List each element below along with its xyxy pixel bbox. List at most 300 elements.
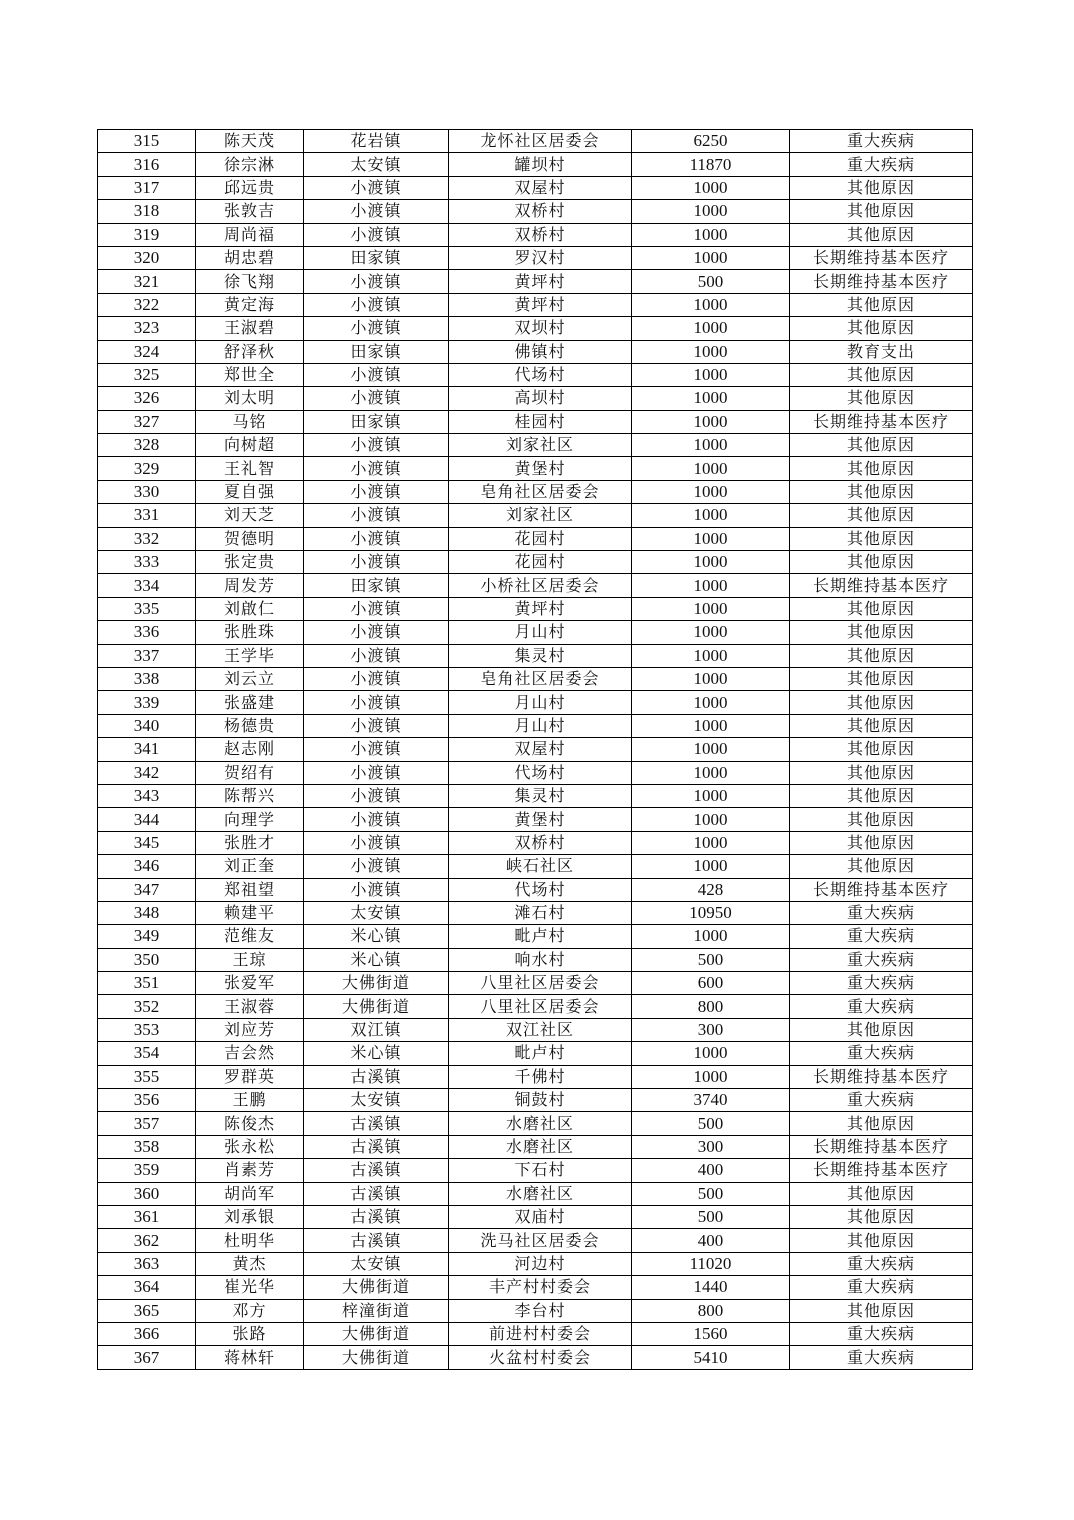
cell-reason: 其他原因 (790, 1112, 973, 1135)
cell-town: 古溪镇 (304, 1159, 449, 1182)
cell-village: 李台村 (449, 1299, 632, 1322)
cell-village: 双屋村 (449, 738, 632, 761)
cell-reason: 其他原因 (790, 434, 973, 457)
cell-reason: 其他原因 (790, 387, 973, 410)
cell-name: 徐宗淋 (196, 153, 304, 176)
cell-town: 田家镇 (304, 246, 449, 269)
table-row (98, 340, 973, 363)
cell-town: 小渡镇 (304, 200, 449, 223)
cell-amount: 1000 (632, 363, 790, 386)
cell-reason: 其他原因 (790, 644, 973, 667)
cell-reason: 其他原因 (790, 621, 973, 644)
cell-reason: 其他原因 (790, 1205, 973, 1228)
cell-serial-number: 362 (98, 1229, 196, 1252)
cell-name: 蒋林轩 (196, 1346, 304, 1369)
cell-name: 陈俊杰 (196, 1112, 304, 1135)
cell-town: 小渡镇 (304, 597, 449, 620)
cell-name: 王学毕 (196, 644, 304, 667)
cell-amount: 1000 (632, 410, 790, 433)
cell-amount: 6250 (632, 130, 790, 153)
cell-reason: 其他原因 (790, 176, 973, 199)
cell-serial-number: 349 (98, 925, 196, 948)
cell-serial-number: 356 (98, 1089, 196, 1112)
cell-amount: 400 (632, 1229, 790, 1252)
cell-amount: 1000 (632, 317, 790, 340)
cell-amount: 1000 (632, 551, 790, 574)
cell-name: 黄杰 (196, 1252, 304, 1275)
cell-reason: 其他原因 (790, 1182, 973, 1205)
cell-name: 张敦吉 (196, 200, 304, 223)
cell-town: 古溪镇 (304, 1182, 449, 1205)
cell-reason: 其他原因 (790, 527, 973, 550)
cell-serial-number: 335 (98, 597, 196, 620)
cell-name: 张盛建 (196, 691, 304, 714)
cell-serial-number: 316 (98, 153, 196, 176)
cell-name: 胡忠碧 (196, 246, 304, 269)
table-row (98, 972, 973, 995)
cell-serial-number: 327 (98, 410, 196, 433)
table-row (98, 574, 973, 597)
table-row (98, 480, 973, 503)
table-row (98, 457, 973, 480)
cell-serial-number: 325 (98, 363, 196, 386)
cell-village: 月山村 (449, 621, 632, 644)
cell-village: 罗汉村 (449, 246, 632, 269)
cell-name: 张胜珠 (196, 621, 304, 644)
table-row (98, 1182, 973, 1205)
cell-village: 双江社区 (449, 1018, 632, 1041)
cell-town: 小渡镇 (304, 878, 449, 901)
cell-serial-number: 359 (98, 1159, 196, 1182)
table-row (98, 995, 973, 1018)
cell-amount: 1000 (632, 223, 790, 246)
cell-name: 杨德贵 (196, 714, 304, 737)
cell-town: 米心镇 (304, 925, 449, 948)
cell-serial-number: 355 (98, 1065, 196, 1088)
cell-name: 张爱军 (196, 972, 304, 995)
cell-reason: 其他原因 (790, 831, 973, 854)
cell-town: 太安镇 (304, 1089, 449, 1112)
cell-amount: 1560 (632, 1322, 790, 1345)
cell-reason: 重大疾病 (790, 153, 973, 176)
cell-serial-number: 320 (98, 246, 196, 269)
cell-town: 大佛街道 (304, 1346, 449, 1369)
cell-reason: 长期维持基本医疗 (790, 1159, 973, 1182)
cell-town: 大佛街道 (304, 995, 449, 1018)
cell-village: 高坝村 (449, 387, 632, 410)
cell-amount: 1000 (632, 246, 790, 269)
cell-town: 小渡镇 (304, 855, 449, 878)
cell-serial-number: 344 (98, 808, 196, 831)
cell-reason: 长期维持基本医疗 (790, 574, 973, 597)
cell-amount: 500 (632, 948, 790, 971)
cell-village: 集灵村 (449, 784, 632, 807)
cell-amount: 1000 (632, 714, 790, 737)
cell-name: 刘云立 (196, 667, 304, 690)
cell-name: 郑祖望 (196, 878, 304, 901)
cell-amount: 11870 (632, 153, 790, 176)
cell-reason: 其他原因 (790, 1299, 973, 1322)
cell-town: 小渡镇 (304, 738, 449, 761)
table-row (98, 1042, 973, 1065)
table-row (98, 1159, 973, 1182)
table-row (98, 784, 973, 807)
cell-village: 黄堡村 (449, 808, 632, 831)
cell-reason: 重大疾病 (790, 1042, 973, 1065)
cell-name: 贺绍有 (196, 761, 304, 784)
cell-name: 邱远贵 (196, 176, 304, 199)
roster-body (98, 130, 973, 1370)
cell-serial-number: 321 (98, 270, 196, 293)
cell-name: 张胜才 (196, 831, 304, 854)
cell-serial-number: 329 (98, 457, 196, 480)
cell-name: 刘应芳 (196, 1018, 304, 1041)
cell-name: 夏自强 (196, 480, 304, 503)
cell-town: 田家镇 (304, 340, 449, 363)
cell-amount: 1000 (632, 1042, 790, 1065)
cell-village: 双桥村 (449, 223, 632, 246)
table-row (98, 925, 973, 948)
table-row (98, 200, 973, 223)
cell-village: 双坝村 (449, 317, 632, 340)
cell-name: 刘太明 (196, 387, 304, 410)
cell-village: 双桥村 (449, 200, 632, 223)
table-row (98, 761, 973, 784)
cell-serial-number: 332 (98, 527, 196, 550)
cell-amount: 400 (632, 1159, 790, 1182)
cell-serial-number: 357 (98, 1112, 196, 1135)
table-row (98, 621, 973, 644)
cell-village: 毗卢村 (449, 925, 632, 948)
table-row (98, 1112, 973, 1135)
cell-amount: 1000 (632, 504, 790, 527)
cell-amount: 800 (632, 1299, 790, 1322)
cell-name: 王鹏 (196, 1089, 304, 1112)
cell-town: 小渡镇 (304, 504, 449, 527)
cell-serial-number: 340 (98, 714, 196, 737)
cell-reason: 重大疾病 (790, 901, 973, 924)
cell-town: 花岩镇 (304, 130, 449, 153)
cell-reason: 其他原因 (790, 855, 973, 878)
cell-reason: 其他原因 (790, 691, 973, 714)
cell-serial-number: 315 (98, 130, 196, 153)
cell-town: 小渡镇 (304, 644, 449, 667)
cell-serial-number: 366 (98, 1322, 196, 1345)
cell-name: 王琼 (196, 948, 304, 971)
table-row (98, 808, 973, 831)
cell-village: 千佛村 (449, 1065, 632, 1088)
cell-town: 小渡镇 (304, 480, 449, 503)
cell-town: 小渡镇 (304, 363, 449, 386)
cell-town: 小渡镇 (304, 176, 449, 199)
table-row (98, 410, 973, 433)
cell-amount: 1000 (632, 621, 790, 644)
cell-name: 胡尚军 (196, 1182, 304, 1205)
cell-village: 黄坪村 (449, 597, 632, 620)
cell-town: 太安镇 (304, 901, 449, 924)
cell-serial-number: 331 (98, 504, 196, 527)
table-row (98, 667, 973, 690)
cell-town: 小渡镇 (304, 293, 449, 316)
cell-reason: 其他原因 (790, 551, 973, 574)
table-row (98, 317, 973, 340)
cell-reason: 其他原因 (790, 808, 973, 831)
cell-amount: 1000 (632, 1065, 790, 1088)
cell-name: 张路 (196, 1322, 304, 1345)
cell-amount: 3740 (632, 1089, 790, 1112)
cell-serial-number: 323 (98, 317, 196, 340)
cell-amount: 500 (632, 1112, 790, 1135)
cell-serial-number: 334 (98, 574, 196, 597)
cell-village: 黄坪村 (449, 293, 632, 316)
cell-reason: 重大疾病 (790, 948, 973, 971)
table-row (98, 831, 973, 854)
cell-amount: 1000 (632, 200, 790, 223)
cell-reason: 重大疾病 (790, 1089, 973, 1112)
cell-village: 毗卢村 (449, 1042, 632, 1065)
table-row (98, 293, 973, 316)
cell-name: 范维友 (196, 925, 304, 948)
cell-town: 田家镇 (304, 410, 449, 433)
cell-amount: 1000 (632, 784, 790, 807)
cell-village: 前进村村委会 (449, 1322, 632, 1345)
cell-village: 佛镇村 (449, 340, 632, 363)
cell-amount: 1000 (632, 855, 790, 878)
cell-amount: 1000 (632, 808, 790, 831)
table-row (98, 1322, 973, 1345)
cell-town: 太安镇 (304, 153, 449, 176)
cell-amount: 800 (632, 995, 790, 1018)
cell-amount: 500 (632, 1205, 790, 1228)
cell-town: 米心镇 (304, 948, 449, 971)
cell-village: 铜鼓村 (449, 1089, 632, 1112)
cell-village: 月山村 (449, 691, 632, 714)
cell-town: 大佛街道 (304, 972, 449, 995)
cell-name: 刘啟仁 (196, 597, 304, 620)
table-row (98, 1276, 973, 1299)
table-row (98, 527, 973, 550)
cell-town: 小渡镇 (304, 808, 449, 831)
cell-amount: 1000 (632, 574, 790, 597)
cell-amount: 1000 (632, 597, 790, 620)
cell-reason: 其他原因 (790, 1229, 973, 1252)
cell-reason: 其他原因 (790, 597, 973, 620)
table-row (98, 551, 973, 574)
cell-town: 古溪镇 (304, 1112, 449, 1135)
cell-amount: 1000 (632, 831, 790, 854)
cell-amount: 500 (632, 270, 790, 293)
cell-name: 刘正奎 (196, 855, 304, 878)
cell-reason: 长期维持基本医疗 (790, 1135, 973, 1158)
cell-village: 丰产村村委会 (449, 1276, 632, 1299)
cell-serial-number: 328 (98, 434, 196, 457)
cell-village: 黄坪村 (449, 270, 632, 293)
cell-town: 小渡镇 (304, 691, 449, 714)
cell-town: 古溪镇 (304, 1065, 449, 1088)
cell-amount: 11020 (632, 1252, 790, 1275)
table-row (98, 1229, 973, 1252)
cell-village: 峡石社区 (449, 855, 632, 878)
cell-reason: 其他原因 (790, 480, 973, 503)
cell-town: 小渡镇 (304, 270, 449, 293)
cell-name: 刘承银 (196, 1205, 304, 1228)
cell-serial-number: 317 (98, 176, 196, 199)
cell-name: 舒泽秋 (196, 340, 304, 363)
table-row (98, 1089, 973, 1112)
cell-name: 吉会然 (196, 1042, 304, 1065)
cell-village: 水磨社区 (449, 1135, 632, 1158)
table-row (98, 714, 973, 737)
cell-village: 花园村 (449, 527, 632, 550)
cell-reason: 其他原因 (790, 761, 973, 784)
table-row (98, 130, 973, 153)
table-row (98, 434, 973, 457)
cell-serial-number: 364 (98, 1276, 196, 1299)
cell-village: 双桥村 (449, 831, 632, 854)
table-row (98, 1346, 973, 1369)
cell-town: 小渡镇 (304, 434, 449, 457)
cell-village: 滩石村 (449, 901, 632, 924)
table-row (98, 948, 973, 971)
cell-reason: 其他原因 (790, 667, 973, 690)
table-row (98, 878, 973, 901)
cell-town: 小渡镇 (304, 457, 449, 480)
cell-serial-number: 337 (98, 644, 196, 667)
cell-name: 马铭 (196, 410, 304, 433)
cell-name: 罗群英 (196, 1065, 304, 1088)
cell-name: 陈天茂 (196, 130, 304, 153)
cell-name: 赵志刚 (196, 738, 304, 761)
cell-town: 太安镇 (304, 1252, 449, 1275)
cell-reason: 重大疾病 (790, 995, 973, 1018)
cell-amount: 10950 (632, 901, 790, 924)
table-row (98, 597, 973, 620)
cell-town: 小渡镇 (304, 551, 449, 574)
cell-town: 小渡镇 (304, 784, 449, 807)
cell-village: 黄堡村 (449, 457, 632, 480)
cell-town: 小渡镇 (304, 527, 449, 550)
table-row (98, 644, 973, 667)
table-row (98, 1135, 973, 1158)
cell-village: 河边村 (449, 1252, 632, 1275)
cell-serial-number: 336 (98, 621, 196, 644)
cell-town: 大佛街道 (304, 1276, 449, 1299)
cell-name: 刘天芝 (196, 504, 304, 527)
cell-amount: 300 (632, 1018, 790, 1041)
assistance-roster-table (97, 129, 973, 1370)
cell-serial-number: 353 (98, 1018, 196, 1041)
cell-reason: 其他原因 (790, 293, 973, 316)
cell-name: 向树超 (196, 434, 304, 457)
cell-name: 王淑蓉 (196, 995, 304, 1018)
cell-village: 双庙村 (449, 1205, 632, 1228)
cell-reason: 其他原因 (790, 784, 973, 807)
cell-amount: 1000 (632, 387, 790, 410)
cell-amount: 1000 (632, 644, 790, 667)
cell-village: 八里社区居委会 (449, 995, 632, 1018)
cell-village: 双屋村 (449, 176, 632, 199)
cell-village: 洗马社区居委会 (449, 1229, 632, 1252)
cell-amount: 1000 (632, 293, 790, 316)
cell-reason: 其他原因 (790, 317, 973, 340)
cell-name: 王淑碧 (196, 317, 304, 340)
cell-village: 响水村 (449, 948, 632, 971)
cell-village: 桂园村 (449, 410, 632, 433)
cell-serial-number: 358 (98, 1135, 196, 1158)
cell-serial-number: 333 (98, 551, 196, 574)
cell-serial-number: 318 (98, 200, 196, 223)
cell-village: 罐坝村 (449, 153, 632, 176)
cell-amount: 1000 (632, 667, 790, 690)
cell-name: 周发芳 (196, 574, 304, 597)
cell-village: 代场村 (449, 878, 632, 901)
cell-reason: 重大疾病 (790, 925, 973, 948)
cell-village: 月山村 (449, 714, 632, 737)
cell-reason: 教育支出 (790, 340, 973, 363)
table-row (98, 1065, 973, 1088)
table-row (98, 387, 973, 410)
table-row (98, 270, 973, 293)
cell-serial-number: 326 (98, 387, 196, 410)
cell-reason: 其他原因 (790, 223, 973, 246)
cell-reason: 长期维持基本医疗 (790, 1065, 973, 1088)
cell-amount: 1000 (632, 527, 790, 550)
cell-town: 小渡镇 (304, 831, 449, 854)
cell-town: 小渡镇 (304, 761, 449, 784)
table-row (98, 153, 973, 176)
cell-serial-number: 339 (98, 691, 196, 714)
cell-reason: 其他原因 (790, 738, 973, 761)
cell-serial-number: 351 (98, 972, 196, 995)
cell-amount: 1000 (632, 691, 790, 714)
cell-serial-number: 341 (98, 738, 196, 761)
cell-name: 肖素芳 (196, 1159, 304, 1182)
cell-village: 代场村 (449, 761, 632, 784)
cell-amount: 1000 (632, 457, 790, 480)
cell-reason: 其他原因 (790, 1018, 973, 1041)
table-row (98, 1018, 973, 1041)
cell-name: 周尚福 (196, 223, 304, 246)
table-row (98, 1252, 973, 1275)
cell-town: 小渡镇 (304, 317, 449, 340)
cell-town: 米心镇 (304, 1042, 449, 1065)
cell-town: 双江镇 (304, 1018, 449, 1041)
cell-serial-number: 354 (98, 1042, 196, 1065)
cell-serial-number: 346 (98, 855, 196, 878)
table-row (98, 855, 973, 878)
table-row (98, 223, 973, 246)
cell-town: 古溪镇 (304, 1229, 449, 1252)
cell-town: 小渡镇 (304, 714, 449, 737)
cell-amount: 1000 (632, 434, 790, 457)
cell-amount: 1000 (632, 480, 790, 503)
cell-village: 下石村 (449, 1159, 632, 1182)
cell-serial-number: 342 (98, 761, 196, 784)
cell-town: 小渡镇 (304, 667, 449, 690)
table-row (98, 176, 973, 199)
cell-village: 水磨社区 (449, 1182, 632, 1205)
cell-reason: 其他原因 (790, 200, 973, 223)
cell-town: 小渡镇 (304, 223, 449, 246)
cell-serial-number: 360 (98, 1182, 196, 1205)
cell-village: 火盆村村委会 (449, 1346, 632, 1369)
cell-village: 集灵村 (449, 644, 632, 667)
cell-reason: 长期维持基本医疗 (790, 878, 973, 901)
cell-amount: 500 (632, 1182, 790, 1205)
cell-village: 水磨社区 (449, 1112, 632, 1135)
cell-serial-number: 322 (98, 293, 196, 316)
table-row (98, 1205, 973, 1228)
